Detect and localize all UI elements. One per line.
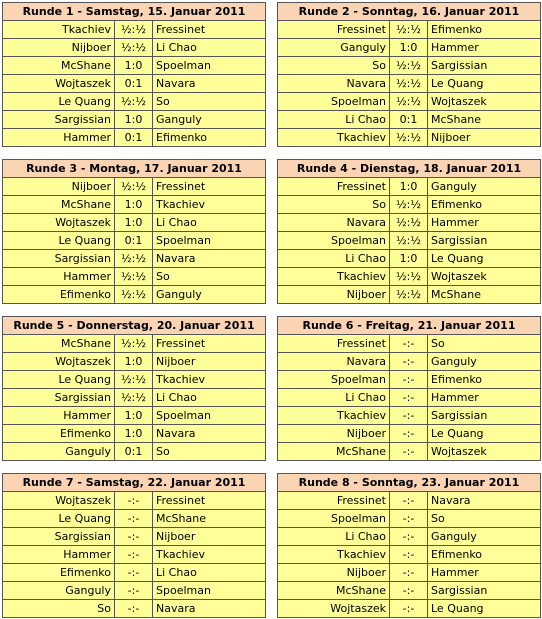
black-player: Li Chao bbox=[153, 214, 266, 232]
game-result: ½:½ bbox=[115, 178, 153, 196]
white-player: Navara bbox=[278, 75, 390, 93]
white-player: Nijboer bbox=[278, 286, 390, 304]
game-result: ½:½ bbox=[115, 93, 153, 111]
round-2-table bbox=[277, 2, 540, 147]
game-result: ½:½ bbox=[390, 214, 428, 232]
table-row bbox=[3, 335, 266, 353]
black-player: Spoelman bbox=[153, 232, 266, 250]
pairings-table bbox=[2, 2, 266, 147]
round-title: Runde 7 - Samstag, 22. Januar 2011 bbox=[3, 474, 266, 492]
game-result: -:- bbox=[390, 492, 428, 510]
black-player: Fressinet bbox=[153, 178, 266, 196]
white-player: Sargissian bbox=[3, 528, 115, 546]
table-row bbox=[3, 129, 266, 147]
white-player: Sargissian bbox=[3, 111, 115, 129]
black-player: Spoelman bbox=[153, 407, 266, 425]
black-player: Hammer bbox=[428, 39, 541, 57]
white-player: Sargissian bbox=[3, 250, 115, 268]
pairings-table bbox=[277, 159, 541, 304]
game-result: ½:½ bbox=[115, 286, 153, 304]
black-player: Efimenko bbox=[428, 21, 541, 39]
black-player: Le Quang bbox=[428, 600, 541, 618]
white-player: Nijboer bbox=[3, 178, 115, 196]
game-result: 1:0 bbox=[115, 111, 153, 129]
table-row bbox=[278, 443, 541, 461]
white-player: Li Chao bbox=[278, 250, 390, 268]
game-result: ½:½ bbox=[115, 371, 153, 389]
table-row bbox=[3, 407, 266, 425]
black-player: Ganguly bbox=[153, 111, 266, 129]
table-row bbox=[278, 111, 541, 129]
round-8-table bbox=[277, 473, 540, 618]
table-row bbox=[278, 564, 541, 582]
table-row bbox=[3, 371, 266, 389]
game-result: ½:½ bbox=[390, 75, 428, 93]
black-player: Wojtaszek bbox=[428, 93, 541, 111]
game-result: -:- bbox=[390, 564, 428, 582]
black-player: Sargissian bbox=[428, 57, 541, 75]
white-player: Navara bbox=[278, 353, 390, 371]
white-player: Efimenko bbox=[3, 425, 115, 443]
game-result: -:- bbox=[115, 546, 153, 564]
black-player: Le Quang bbox=[428, 250, 541, 268]
black-player: Ganguly bbox=[428, 528, 541, 546]
table-row bbox=[278, 371, 541, 389]
table-row bbox=[278, 250, 541, 268]
table-row bbox=[278, 93, 541, 111]
game-result: -:- bbox=[390, 546, 428, 564]
white-player: Nijboer bbox=[278, 425, 390, 443]
white-player: Hammer bbox=[3, 407, 115, 425]
game-result: 1:0 bbox=[390, 250, 428, 268]
round-7-table bbox=[2, 473, 265, 618]
black-player: Efimenko bbox=[428, 196, 541, 214]
white-player: Le Quang bbox=[3, 93, 115, 111]
table-row bbox=[278, 528, 541, 546]
game-result: 1:0 bbox=[115, 407, 153, 425]
black-player: Wojtaszek bbox=[428, 443, 541, 461]
white-player: Tkachiev bbox=[278, 546, 390, 564]
black-player: Li Chao bbox=[153, 564, 266, 582]
white-player: Li Chao bbox=[278, 528, 390, 546]
white-player: Tkachiev bbox=[278, 268, 390, 286]
black-player: Fressinet bbox=[153, 492, 266, 510]
table-row bbox=[278, 407, 541, 425]
table-row bbox=[3, 232, 266, 250]
game-result: ½:½ bbox=[390, 268, 428, 286]
black-player: Sargissian bbox=[428, 582, 541, 600]
black-player: Nijboer bbox=[153, 353, 266, 371]
black-player: Efimenko bbox=[428, 546, 541, 564]
black-player: Navara bbox=[428, 492, 541, 510]
table-row bbox=[278, 178, 541, 196]
table-row bbox=[278, 75, 541, 93]
table-row bbox=[278, 546, 541, 564]
white-player: Spoelman bbox=[278, 510, 390, 528]
black-player: Efimenko bbox=[428, 371, 541, 389]
white-player: Nijboer bbox=[278, 564, 390, 582]
white-player: Fressinet bbox=[278, 492, 390, 510]
black-player: Navara bbox=[153, 425, 266, 443]
game-result: ½:½ bbox=[115, 39, 153, 57]
table-row bbox=[278, 510, 541, 528]
black-player: So bbox=[153, 443, 266, 461]
black-player: Hammer bbox=[428, 564, 541, 582]
game-result: -:- bbox=[115, 528, 153, 546]
game-result: -:- bbox=[390, 510, 428, 528]
round-title: Runde 2 - Sonntag, 16. Januar 2011 bbox=[278, 3, 541, 21]
white-player: Li Chao bbox=[278, 389, 390, 407]
black-player: Ganguly bbox=[153, 286, 266, 304]
game-result: ½:½ bbox=[115, 250, 153, 268]
round-1-table bbox=[2, 2, 265, 147]
game-result: ½:½ bbox=[390, 232, 428, 250]
table-row bbox=[3, 93, 266, 111]
game-result: ½:½ bbox=[115, 335, 153, 353]
game-result: 1:0 bbox=[115, 353, 153, 371]
table-row bbox=[3, 425, 266, 443]
black-player: Navara bbox=[153, 600, 266, 618]
game-result: -:- bbox=[390, 443, 428, 461]
black-player: Spoelman bbox=[153, 582, 266, 600]
game-result: ½:½ bbox=[390, 196, 428, 214]
white-player: Wojtaszek bbox=[3, 75, 115, 93]
black-player: Wojtaszek bbox=[428, 268, 541, 286]
black-player: Nijboer bbox=[428, 129, 541, 147]
white-player: Wojtaszek bbox=[278, 600, 390, 618]
white-player: Wojtaszek bbox=[3, 214, 115, 232]
game-result: -:- bbox=[115, 510, 153, 528]
game-result: -:- bbox=[390, 389, 428, 407]
round-title: Runde 6 - Freitag, 21. Januar 2011 bbox=[278, 317, 541, 335]
table-row bbox=[278, 425, 541, 443]
white-player: Ganguly bbox=[278, 39, 390, 57]
table-row bbox=[3, 528, 266, 546]
black-player: Fressinet bbox=[153, 21, 266, 39]
game-result: 1:0 bbox=[115, 196, 153, 214]
black-player: Ganguly bbox=[428, 353, 541, 371]
black-player: McShane bbox=[428, 286, 541, 304]
white-player: McShane bbox=[3, 57, 115, 75]
table-row bbox=[3, 75, 266, 93]
white-player: Tkachiev bbox=[3, 21, 115, 39]
table-row bbox=[3, 389, 266, 407]
table-row bbox=[278, 353, 541, 371]
black-player: Li Chao bbox=[153, 39, 266, 57]
game-result: ½:½ bbox=[390, 93, 428, 111]
table-row bbox=[278, 214, 541, 232]
white-player: Le Quang bbox=[3, 371, 115, 389]
white-player: Spoelman bbox=[278, 232, 390, 250]
table-row bbox=[278, 39, 541, 57]
white-player: Li Chao bbox=[278, 111, 390, 129]
black-player: Fressinet bbox=[153, 335, 266, 353]
table-row bbox=[278, 492, 541, 510]
game-result: -:- bbox=[390, 335, 428, 353]
black-player: Hammer bbox=[428, 214, 541, 232]
white-player: McShane bbox=[278, 582, 390, 600]
table-row bbox=[3, 353, 266, 371]
round-title: Runde 5 - Donnerstag, 20. Januar 2011 bbox=[3, 317, 266, 335]
black-player: Tkachiev bbox=[153, 196, 266, 214]
table-row bbox=[3, 546, 266, 564]
table-row bbox=[278, 286, 541, 304]
black-player: Spoelman bbox=[153, 57, 266, 75]
white-player: Wojtaszek bbox=[3, 492, 115, 510]
game-result: ½:½ bbox=[115, 389, 153, 407]
game-result: -:- bbox=[115, 492, 153, 510]
round-4-table bbox=[277, 159, 540, 304]
white-player: Nijboer bbox=[3, 39, 115, 57]
black-player: Le Quang bbox=[428, 425, 541, 443]
game-result: -:- bbox=[390, 425, 428, 443]
game-result: -:- bbox=[390, 600, 428, 618]
white-player: Efimenko bbox=[3, 564, 115, 582]
game-result: 1:0 bbox=[390, 178, 428, 196]
white-player: Efimenko bbox=[3, 286, 115, 304]
black-player: So bbox=[428, 335, 541, 353]
table-row bbox=[3, 268, 266, 286]
white-player: Tkachiev bbox=[278, 129, 390, 147]
black-player: So bbox=[153, 268, 266, 286]
game-result: 1:0 bbox=[115, 425, 153, 443]
black-player: Sargissian bbox=[428, 407, 541, 425]
white-player: Hammer bbox=[3, 268, 115, 286]
game-result: ½:½ bbox=[390, 21, 428, 39]
black-player: Tkachiev bbox=[153, 546, 266, 564]
game-result: -:- bbox=[390, 407, 428, 425]
white-player: Le Quang bbox=[3, 510, 115, 528]
white-player: Fressinet bbox=[278, 21, 390, 39]
table-row bbox=[3, 214, 266, 232]
table-row bbox=[3, 564, 266, 582]
game-result: ½:½ bbox=[115, 268, 153, 286]
game-result: 1:0 bbox=[115, 214, 153, 232]
white-player: So bbox=[278, 57, 390, 75]
white-player: Sargissian bbox=[3, 389, 115, 407]
table-row bbox=[3, 196, 266, 214]
table-row bbox=[278, 57, 541, 75]
table-row bbox=[3, 21, 266, 39]
table-row bbox=[3, 250, 266, 268]
table-row bbox=[278, 582, 541, 600]
table-row bbox=[278, 600, 541, 618]
game-result: ½:½ bbox=[390, 286, 428, 304]
white-player: Spoelman bbox=[278, 371, 390, 389]
white-player: Spoelman bbox=[278, 93, 390, 111]
table-row bbox=[3, 111, 266, 129]
game-result: -:- bbox=[390, 353, 428, 371]
game-result: -:- bbox=[390, 582, 428, 600]
table-row bbox=[3, 39, 266, 57]
white-player: Ganguly bbox=[3, 582, 115, 600]
game-result: 0:1 bbox=[115, 129, 153, 147]
white-player: McShane bbox=[278, 443, 390, 461]
round-title: Runde 8 - Sonntag, 23. Januar 2011 bbox=[278, 474, 541, 492]
table-row bbox=[3, 178, 266, 196]
game-result: 0:1 bbox=[115, 232, 153, 250]
white-player: Tkachiev bbox=[278, 407, 390, 425]
table-row bbox=[3, 600, 266, 618]
game-result: -:- bbox=[115, 600, 153, 618]
game-result: -:- bbox=[390, 371, 428, 389]
table-row bbox=[278, 196, 541, 214]
game-result: ½:½ bbox=[390, 57, 428, 75]
white-player: Le Quang bbox=[3, 232, 115, 250]
pairings-table bbox=[2, 316, 266, 461]
game-result: 1:0 bbox=[115, 57, 153, 75]
table-row bbox=[3, 492, 266, 510]
pairings-table bbox=[2, 473, 266, 618]
table-row bbox=[3, 443, 266, 461]
white-player: McShane bbox=[3, 196, 115, 214]
white-player: McShane bbox=[3, 335, 115, 353]
white-player: Navara bbox=[278, 214, 390, 232]
pairings-table bbox=[277, 316, 541, 461]
black-player: Navara bbox=[153, 250, 266, 268]
pairings-table bbox=[2, 159, 266, 304]
table-row bbox=[3, 510, 266, 528]
black-player: Nijboer bbox=[153, 528, 266, 546]
round-6-table bbox=[277, 316, 540, 461]
table-row bbox=[278, 335, 541, 353]
white-player: Fressinet bbox=[278, 178, 390, 196]
table-row bbox=[278, 268, 541, 286]
white-player: Wojtaszek bbox=[3, 353, 115, 371]
black-player: McShane bbox=[428, 111, 541, 129]
table-row bbox=[3, 582, 266, 600]
game-result: 1:0 bbox=[390, 39, 428, 57]
pairings-table bbox=[277, 473, 541, 618]
pairings-table bbox=[277, 2, 541, 147]
table-row bbox=[278, 129, 541, 147]
round-title: Runde 3 - Montag, 17. Januar 2011 bbox=[3, 160, 266, 178]
game-result: 0:1 bbox=[115, 443, 153, 461]
table-row bbox=[3, 286, 266, 304]
table-row bbox=[278, 232, 541, 250]
black-player: Li Chao bbox=[153, 389, 266, 407]
round-title: Runde 4 - Dienstag, 18. Januar 2011 bbox=[278, 160, 541, 178]
table-row bbox=[278, 21, 541, 39]
game-result: -:- bbox=[115, 564, 153, 582]
black-player: Sargissian bbox=[428, 232, 541, 250]
white-player: Fressinet bbox=[278, 335, 390, 353]
black-player: McShane bbox=[153, 510, 266, 528]
white-player: So bbox=[3, 600, 115, 618]
table-row bbox=[278, 389, 541, 407]
game-result: ½:½ bbox=[390, 129, 428, 147]
black-player: Tkachiev bbox=[153, 371, 266, 389]
round-5-table bbox=[2, 316, 265, 461]
round-3-table bbox=[2, 159, 265, 304]
black-player: Navara bbox=[153, 75, 266, 93]
black-player: Hammer bbox=[428, 389, 541, 407]
black-player: So bbox=[153, 93, 266, 111]
game-result: -:- bbox=[390, 528, 428, 546]
white-player: Hammer bbox=[3, 546, 115, 564]
game-result: -:- bbox=[115, 582, 153, 600]
game-result: 0:1 bbox=[115, 75, 153, 93]
black-player: Efimenko bbox=[153, 129, 266, 147]
white-player: Hammer bbox=[3, 129, 115, 147]
table-row bbox=[3, 57, 266, 75]
game-result: ½:½ bbox=[115, 21, 153, 39]
game-result: 0:1 bbox=[390, 111, 428, 129]
black-player: So bbox=[428, 510, 541, 528]
black-player: Le Quang bbox=[428, 75, 541, 93]
black-player: Ganguly bbox=[428, 178, 541, 196]
white-player: Ganguly bbox=[3, 443, 115, 461]
white-player: So bbox=[278, 196, 390, 214]
round-title: Runde 1 - Samstag, 15. Januar 2011 bbox=[3, 3, 266, 21]
